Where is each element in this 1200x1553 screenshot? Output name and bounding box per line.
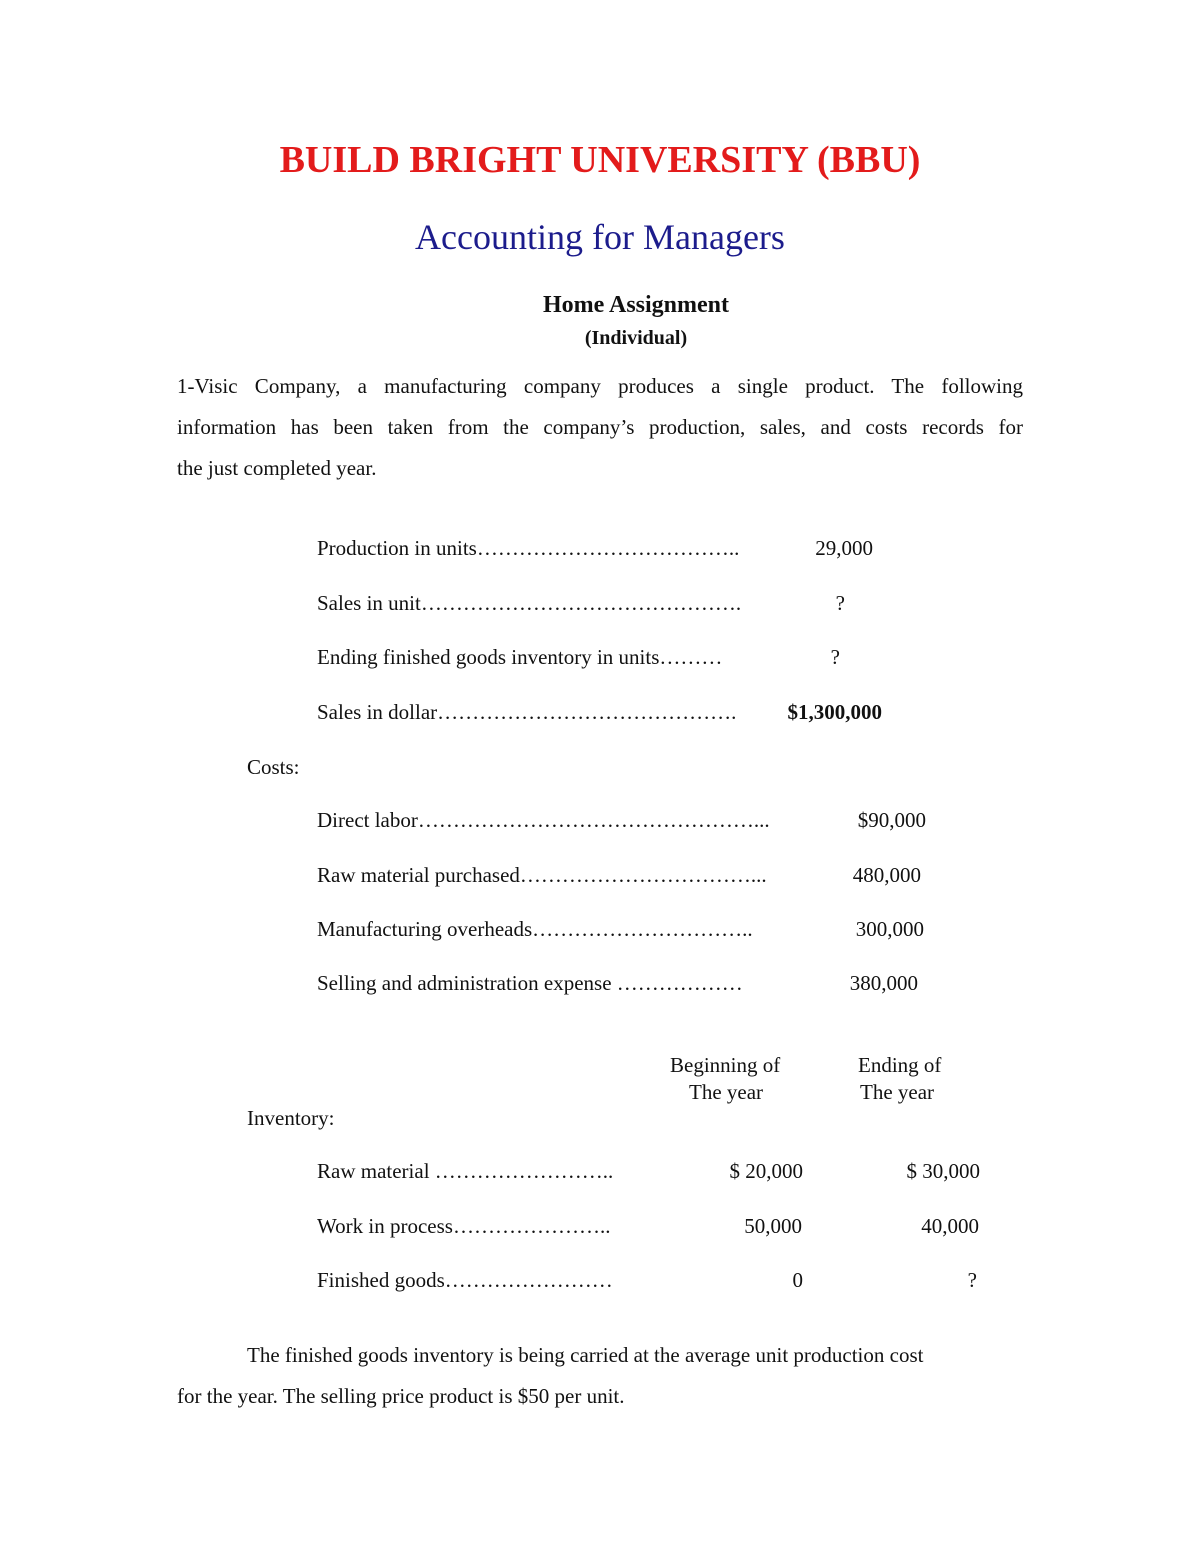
col-ending-line2: The year <box>860 1080 935 1104</box>
col-beginning-line1: Beginning of <box>670 1053 781 1077</box>
production-units-value: 29,000 <box>815 536 873 560</box>
inv-raw-material-begin: $ 20,000 <box>729 1159 803 1183</box>
sales-dollar-value: $1,300,000 <box>787 700 882 724</box>
intro-paragraph <box>177 366 1023 489</box>
course-title: Accounting for Managers <box>415 217 785 257</box>
manufacturing-overheads-label: Manufacturing overheads………………………….. <box>317 917 753 941</box>
inventory-heading: Inventory: <box>247 1106 335 1130</box>
closing-paragraph <box>177 1335 1007 1417</box>
col-ending-line1: Ending of <box>858 1053 942 1077</box>
selling-admin-label: Selling and administration expense ……………… <box>317 971 743 995</box>
inv-raw-material-label: Raw material …………………….. <box>317 1159 614 1183</box>
col-ending-of-year <box>858 1052 941 1106</box>
intro-line: information has been taken from the company’s production, sales, and costs records for <box>177 415 1023 439</box>
sales-dollar-label: Sales in dollar……………………………………. <box>317 700 737 724</box>
direct-labor-value: $90,000 <box>857 808 926 832</box>
closing-line1: The finished goods inventory is being carried at the average unit production cost <box>247 1343 924 1367</box>
inv-raw-material-end: $ 30,000 <box>906 1159 980 1183</box>
inv-finished-goods-label: Finished goods…………………… <box>317 1268 613 1292</box>
selling-admin-value: 380,000 <box>849 971 918 995</box>
inv-wip-label: Work in process………………….. <box>317 1214 611 1238</box>
ending-fg-units-label: Ending finished goods inventory in units……… <box>317 645 723 669</box>
col-beginning-of-year <box>670 1052 780 1106</box>
inv-finished-goods-begin: 0 <box>792 1268 803 1292</box>
sales-units-value: ? <box>835 591 845 615</box>
inv-wip-end: 40,000 <box>921 1214 979 1238</box>
col-beginning-line2: The year <box>689 1080 764 1104</box>
intro-line: the just completed year. <box>177 456 377 480</box>
costs-heading: Costs: <box>247 755 300 779</box>
closing-line2: for the year. The selling price product is $50 per unit. <box>177 1384 625 1408</box>
raw-material-purchased-value: 480,000 <box>852 863 921 887</box>
inv-wip-begin: 50,000 <box>744 1214 802 1238</box>
assignment-heading: Home Assignment <box>543 292 729 318</box>
ending-fg-units-value: ? <box>830 645 840 669</box>
direct-labor-label: Direct labor…………………………………………... <box>317 808 770 832</box>
inv-finished-goods-end: ? <box>967 1268 977 1292</box>
university-title: BUILD BRIGHT UNIVERSITY (BBU) <box>279 139 921 181</box>
intro-line: 1-Visic Company, a manufacturing company produces a single product. The following <box>177 374 1023 398</box>
sales-units-label: Sales in unit………………………………………. <box>317 591 742 615</box>
manufacturing-overheads-value: 300,000 <box>855 917 924 941</box>
production-units-label: Production in units……………………………….. <box>317 536 740 560</box>
raw-material-purchased-label: Raw material purchased……………………………... <box>317 863 767 887</box>
assignment-type: (Individual) <box>584 327 688 349</box>
